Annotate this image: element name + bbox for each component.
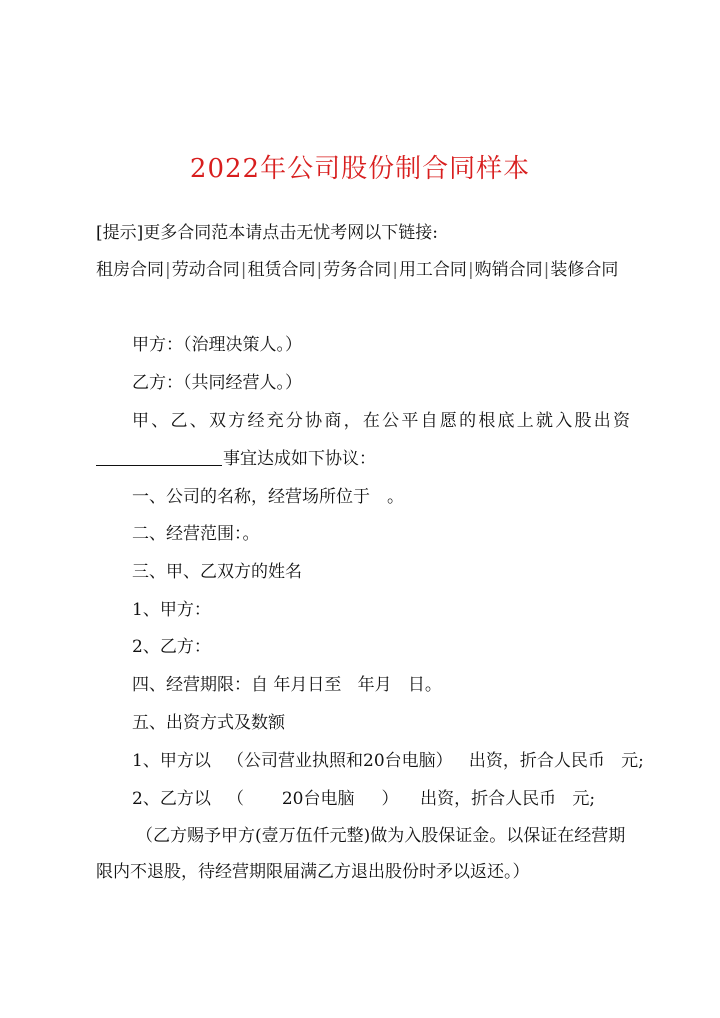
link-sales-contract[interactable]: 购销合同 [474,260,543,280]
clause-5-party-b: 2、乙方以 （ 20台电脑 ） 出资，折合人民币 元; [132,789,596,809]
intro-line-2 [96,447,376,471]
clause-1: 一、公司的名称，经营场所位于 。 [132,487,404,507]
clause-5-party-a: 1、甲方以 （公司营业执照和20台电脑） 出资，折合人民币 元; [132,751,644,771]
link-rental-contract[interactable]: 租房合同 [96,260,164,280]
intro-line-1: 甲、乙、双方经充分协商，在公平自愿的根底上就入股出资 [132,411,630,431]
party-b-line: 乙方：（共同经营人。） [132,373,302,393]
link-separator: | [316,260,323,280]
link-lease-contract[interactable]: 租赁合同 [247,260,316,280]
tip-text: [提示]更多合同范本请点击无忧考网以下链接: [96,223,438,243]
link-renovation-contract[interactable]: 装修合同 [550,260,619,280]
clause-4: 四、经营期限：自 年月日至 年月 日。 [132,675,442,695]
blank-underline [96,447,222,466]
link-separator: | [392,260,398,280]
document-title: 2022年公司股份制合同样本 [189,154,531,184]
clause-3-party-a: 1、甲方： [132,600,211,620]
clause-3: 三、甲、乙双方的姓名 [132,562,302,582]
link-service-contract[interactable]: 劳务合同 [323,260,392,280]
link-separator: | [467,260,474,280]
contract-links [96,258,618,282]
party-a-line: 甲方：（治理决策人。） [132,335,302,355]
link-labor-contract[interactable]: 劳动合同 [171,260,240,280]
clause-2: 二、经营范围：。 [132,524,260,544]
link-separator: | [240,260,247,280]
link-separator: | [165,260,171,280]
link-separator: | [543,260,550,280]
link-employment-contract[interactable]: 用工合同 [398,260,467,280]
clause-5-note: （乙方赐予甲方(壹万伍仟元整)做为入股保证金。以保证在经营期限内不退股，待经营期限届满乙方退出股份时矛以返还。） [96,826,626,882]
intro-line-2-text: 事宜达成如下协议： [223,449,376,469]
clause-3-party-b: 2、乙方： [132,637,211,657]
clause-5: 五、出资方式及数额 [132,713,285,733]
